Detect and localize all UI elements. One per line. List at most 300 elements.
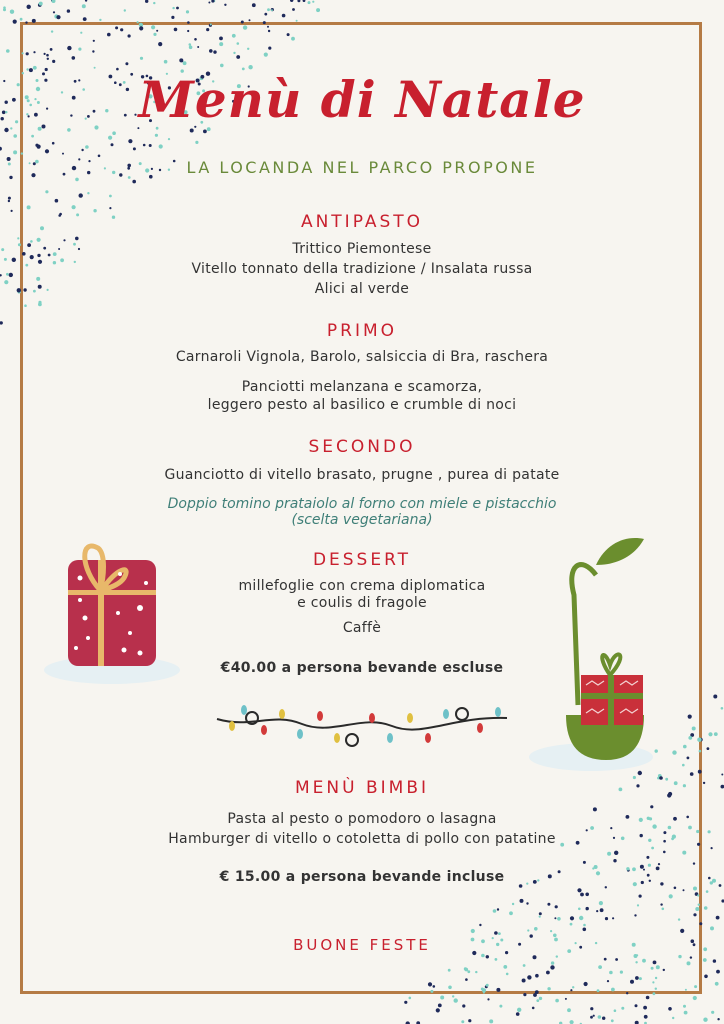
confetti-dot	[32, 19, 36, 23]
confetti-dot	[109, 207, 111, 209]
confetti-dot	[428, 982, 432, 986]
confetti-dot	[611, 1019, 614, 1022]
confetti-dot	[290, 0, 293, 2]
confetti-dot	[85, 145, 89, 149]
confetti-dot	[533, 955, 537, 959]
confetti-dot	[668, 1007, 672, 1011]
confetti-dot	[35, 144, 38, 147]
confetti-dot	[164, 60, 168, 64]
confetti-dot	[565, 998, 567, 1000]
confetti-dot	[264, 13, 267, 16]
confetti-dot	[506, 973, 509, 976]
confetti-dot	[45, 149, 49, 153]
confetti-dot	[536, 999, 539, 1002]
confetti-dot	[448, 986, 452, 990]
confetti-dot	[181, 60, 183, 62]
confetti-dot	[112, 131, 116, 135]
confetti-dot	[703, 1018, 707, 1022]
confetti-dot	[211, 0, 214, 3]
confetti-dot	[296, 20, 298, 22]
confetti-dot	[590, 1016, 593, 1019]
confetti-dot	[580, 893, 584, 897]
confetti-dot	[158, 42, 162, 46]
confetti-dot	[534, 927, 538, 931]
confetti-dot	[50, 48, 53, 51]
confetti-dot	[465, 978, 468, 981]
confetti-dot	[454, 998, 458, 1002]
confetti-dot	[210, 24, 212, 26]
confetti-dot	[241, 21, 244, 24]
confetti-dot	[653, 992, 656, 995]
confetti-dot	[111, 143, 114, 146]
confetti-dot	[72, 56, 76, 60]
confetti-dot	[721, 707, 724, 710]
confetti-dot	[551, 961, 554, 964]
confetti-dot	[462, 1004, 465, 1007]
confetti-dot	[55, 199, 59, 203]
confetti-dot	[605, 917, 608, 920]
confetti-dot	[697, 894, 699, 896]
confetti-dot	[20, 18, 23, 21]
confetti-dot	[436, 1008, 440, 1012]
confetti-dot	[183, 61, 187, 65]
confetti-dot	[539, 916, 541, 918]
primo-item: Panciotti melanzana e scamorza,	[241, 379, 483, 395]
confetti-dot	[694, 985, 697, 988]
section-secondo-heading: SECONDO	[308, 437, 416, 457]
confetti-dot	[648, 864, 651, 867]
confetti-dot	[124, 9, 126, 11]
confetti-dot	[461, 1020, 464, 1023]
confetti-dot	[132, 180, 136, 184]
confetti-dot	[267, 8, 270, 11]
confetti-dot	[715, 982, 719, 986]
confetti-dot	[716, 970, 720, 974]
confetti-dot	[708, 732, 712, 736]
confetti-dot	[271, 9, 273, 11]
confetti-dot	[660, 903, 662, 905]
confetti-dot	[452, 995, 454, 997]
confetti-dot	[599, 901, 603, 905]
confetti-dot	[26, 52, 29, 55]
confetti-dot	[94, 67, 96, 69]
confetti-dot	[203, 130, 207, 134]
section-antipasto-heading: ANTIPASTO	[300, 212, 424, 232]
string-lights-icon	[212, 704, 512, 754]
primo-item: leggero pesto al basilico e crumble di noci	[207, 397, 517, 413]
confetti-dot	[8, 200, 10, 202]
bimbi-item: Hamburger di vitello o cotoletta di pollo con patatine	[168, 831, 556, 847]
confetti-dot	[683, 1005, 686, 1008]
confetti-dot	[693, 913, 696, 916]
confetti-dot	[128, 139, 132, 143]
confetti-dot	[717, 1018, 719, 1020]
confetti-dot	[219, 42, 223, 46]
confetti-dot	[672, 1017, 674, 1019]
confetti-dot	[583, 861, 586, 864]
confetti-dot	[67, 9, 70, 12]
confetti-dot	[487, 998, 489, 1000]
confetti-dot	[8, 197, 11, 200]
confetti-dot	[247, 48, 249, 50]
page-title: Menù di Natale	[138, 70, 586, 129]
confetti-dot	[6, 49, 10, 53]
confetti-dot	[172, 7, 174, 9]
confetti-dot	[695, 907, 699, 911]
confetti-dot	[612, 917, 614, 919]
price-adult: €40.00 a persona bevande escluse	[220, 660, 504, 676]
confetti-dot	[39, 2, 43, 6]
confetti-dot	[535, 974, 539, 978]
confetti-dot	[145, 0, 148, 3]
ladle-gift-icon	[526, 535, 656, 775]
confetti-dot	[621, 1007, 624, 1010]
confetti-dot	[630, 980, 634, 984]
confetti-dot	[13, 150, 17, 154]
confetti-dot	[189, 46, 193, 50]
confetti-dot	[663, 851, 666, 854]
confetti-dot	[82, 4, 86, 8]
confetti-dot	[219, 37, 223, 41]
confetti-dot	[642, 959, 646, 963]
confetti-dot	[714, 732, 718, 736]
section-dessert-heading: DESSERT	[312, 550, 412, 570]
confetti-dot	[128, 34, 131, 37]
confetti-dot	[635, 976, 639, 980]
confetti-dot	[108, 136, 112, 140]
confetti-dot	[67, 46, 71, 50]
confetti-dot	[433, 985, 436, 988]
confetti-dot	[190, 129, 194, 133]
confetti-dot	[197, 46, 199, 48]
confetti-dot	[509, 911, 513, 915]
confetti-dot	[643, 1006, 647, 1010]
confetti-dot	[465, 968, 469, 972]
confetti-dot	[699, 922, 702, 925]
confetti-dot	[572, 986, 574, 988]
confetti-dot	[600, 908, 604, 912]
confetti-dot	[685, 989, 687, 991]
confetti-dot	[615, 958, 618, 961]
confetti-dot	[224, 4, 226, 6]
confetti-dot	[716, 916, 720, 920]
confetti-dot	[87, 192, 89, 194]
confetti-dot	[495, 958, 498, 961]
confetti-dot	[693, 862, 695, 864]
confetti-dot	[602, 1017, 605, 1020]
confetti-dot	[547, 987, 550, 990]
confetti-dot	[51, 30, 53, 32]
confetti-dot	[539, 912, 542, 915]
confetti-dot	[634, 954, 638, 958]
confetti-dot	[13, 134, 17, 138]
confetti-dot	[292, 8, 295, 11]
confetti-dot	[489, 1019, 493, 1023]
confetti-dot	[85, 0, 87, 2]
confetti-dot	[80, 32, 82, 34]
confetti-dot	[133, 147, 136, 150]
confetti-dot	[650, 805, 653, 808]
page-subtitle: LA LOCANDA NEL PARCO PROPONE	[186, 158, 538, 177]
confetti-dot	[189, 43, 192, 46]
confetti-dot	[268, 47, 271, 50]
confetti-dot	[683, 889, 685, 891]
confetti-dot	[620, 971, 623, 974]
confetti-dot	[232, 34, 236, 38]
confetti-dot	[27, 5, 31, 9]
confetti-dot	[698, 770, 702, 774]
confetti-dot	[609, 971, 613, 975]
confetti-dot	[79, 193, 83, 197]
confetti-dot	[21, 152, 23, 154]
confetti-dot	[22, 52, 24, 54]
confetti-dot	[651, 967, 654, 970]
confetti-dot	[711, 1011, 714, 1014]
confetti-dot	[33, 51, 35, 53]
confetti-dot	[693, 996, 697, 1000]
confetti-dot	[75, 178, 79, 182]
confetti-dot	[672, 750, 676, 754]
confetti-dot	[10, 10, 14, 14]
confetti-dot	[483, 991, 485, 993]
confetti-dot	[45, 190, 48, 193]
confetti-dot	[209, 49, 213, 53]
confetti-dot	[143, 144, 146, 147]
confetti-dot	[634, 914, 636, 916]
confetti-dot	[555, 905, 558, 908]
confetti-dot	[475, 971, 477, 973]
confetti-dot	[467, 970, 470, 973]
confetti-dot	[92, 50, 94, 52]
confetti-dot	[109, 195, 112, 198]
confetti-dot	[578, 908, 581, 911]
confetti-dot	[168, 138, 170, 140]
confetti-dot	[713, 695, 717, 699]
confetti-dot	[607, 852, 611, 856]
confetti-dot	[479, 924, 481, 926]
confetti-dot	[52, 142, 55, 145]
confetti-dot	[674, 887, 677, 890]
confetti-dot	[404, 1001, 407, 1004]
confetti-dot	[47, 58, 49, 60]
confetti-dot	[93, 40, 95, 42]
confetti-dot	[438, 1004, 442, 1008]
confetti-dot	[598, 965, 602, 969]
price-kids: € 15.00 a persona bevande incluse	[219, 869, 505, 885]
confetti-dot	[497, 908, 499, 910]
confetti-dot	[593, 1015, 595, 1017]
confetti-dot	[699, 750, 702, 753]
confetti-dot	[614, 851, 618, 855]
confetti-dot	[655, 977, 657, 979]
confetti-dot	[481, 954, 485, 958]
confetti-dot	[713, 959, 716, 962]
confetti-dot	[526, 902, 528, 904]
confetti-dot	[646, 856, 649, 859]
confetti-dot	[637, 904, 639, 906]
confetti-dot	[550, 930, 552, 932]
antipasto-item: Vitello tonnato della tradizione / Insalata russa	[191, 261, 533, 277]
confetti-dot	[547, 903, 550, 906]
confetti-dot	[237, 42, 240, 45]
confetti-dot	[137, 21, 139, 23]
section-bimbi-heading: MENÙ BIMBI	[295, 778, 429, 798]
confetti-dot	[493, 909, 497, 913]
confetti-dot	[523, 993, 526, 996]
confetti-dot	[604, 958, 607, 961]
confetti-dot	[149, 144, 152, 147]
confetti-dot	[291, 37, 295, 41]
confetti-dot	[639, 895, 642, 898]
confetti-dot	[24, 304, 27, 307]
confetti-dot	[697, 738, 701, 742]
confetti-dot	[62, 153, 64, 155]
confetti-dot	[655, 988, 657, 990]
confetti-dot	[38, 301, 41, 304]
confetti-dot	[516, 1012, 520, 1016]
confetti-dot	[243, 25, 247, 29]
confetti-dot	[663, 969, 665, 971]
confetti-dot	[598, 1015, 602, 1019]
confetti-dot	[220, 64, 224, 68]
confetti-dot	[316, 8, 320, 12]
confetti-dot	[99, 19, 101, 21]
dessert-item: Caffè	[342, 620, 382, 636]
confetti-dot	[683, 745, 687, 749]
confetti-dot	[554, 917, 556, 919]
confetti-dot	[159, 144, 163, 148]
confetti-dot	[687, 961, 691, 965]
antipasto-item: Alici al verde	[314, 281, 410, 297]
confetti-dot	[156, 30, 158, 32]
confetti-dot	[151, 25, 155, 29]
confetti-dot	[682, 851, 686, 855]
confetti-dot	[176, 7, 179, 10]
confetti-dot	[125, 62, 128, 65]
confetti-dot	[584, 982, 588, 986]
confetti-dot	[187, 30, 189, 32]
confetti-dot	[44, 53, 46, 55]
confetti-dot	[614, 1009, 617, 1012]
confetti-dot	[72, 205, 76, 209]
confetti-dot	[658, 863, 660, 865]
confetti-dot	[635, 961, 637, 963]
confetti-dot	[678, 918, 680, 920]
confetti-dot	[195, 141, 198, 144]
confetti-dot	[607, 980, 609, 982]
confetti-dot	[503, 965, 507, 969]
confetti-dot	[626, 992, 628, 994]
confetti-dot	[494, 931, 498, 935]
confetti-dot	[652, 981, 654, 983]
confetti-dot	[249, 19, 251, 21]
confetti-dot	[98, 155, 101, 158]
confetti-dot	[682, 764, 685, 767]
confetti-dot	[684, 1011, 688, 1015]
confetti-dot	[586, 907, 589, 910]
confetti-dot	[267, 26, 269, 28]
confetti-dot	[613, 859, 616, 862]
section-primo-heading: PRIMO	[326, 321, 398, 341]
confetti-dot	[268, 30, 270, 32]
confetti-dot	[155, 134, 158, 137]
primo-item: Carnaroli Vignola, Barolo, salsiccia di Bra, raschera	[175, 349, 549, 365]
confetti-dot	[579, 916, 583, 920]
confetti-dot	[303, 0, 306, 2]
confetti-dot	[512, 903, 514, 905]
confetti-dot	[570, 916, 574, 920]
confetti-dot	[52, 0, 56, 3]
confetti-dot	[690, 956, 692, 958]
confetti-dot	[646, 996, 650, 1000]
confetti-dot	[213, 50, 216, 53]
dessert-item: millefoglie con crema diplomatica	[238, 578, 486, 594]
confetti-dot	[704, 975, 708, 979]
dessert-item: e coulis di fragole	[297, 595, 427, 611]
confetti-dot	[236, 55, 240, 59]
confetti-dot	[653, 961, 657, 965]
confetti-dot	[13, 20, 17, 24]
confetti-dot	[25, 21, 27, 23]
antipasto-item: Trittico Piemontese	[292, 241, 432, 257]
confetti-dot	[46, 54, 49, 57]
confetti-dot	[83, 17, 87, 21]
confetti-dot	[153, 2, 155, 4]
confetti-dot	[312, 1, 314, 3]
confetti-dot	[550, 965, 554, 969]
confetti-dot	[498, 932, 501, 935]
confetti-dot	[481, 988, 484, 991]
confetti-dot	[556, 955, 558, 957]
confetti-dot	[409, 997, 412, 1000]
confetti-dot	[583, 928, 587, 932]
confetti-dot	[721, 774, 723, 776]
confetti-dot	[539, 997, 542, 1000]
confetti-dot	[635, 1004, 638, 1007]
confetti-dot	[139, 26, 143, 30]
confetti-dot	[662, 908, 665, 911]
confetti-dot	[532, 1007, 535, 1010]
confetti-dot	[520, 899, 524, 903]
confetti-dot	[692, 727, 696, 731]
confetti-dot	[590, 1007, 593, 1010]
confetti-dot	[206, 28, 209, 31]
confetti-dot	[555, 999, 559, 1003]
confetti-dot	[644, 1015, 648, 1019]
confetti-dot	[430, 990, 433, 993]
confetti-dot	[486, 955, 489, 958]
confetti-dot	[115, 26, 118, 29]
confetti-dot	[669, 894, 673, 898]
confetti-dot	[440, 996, 444, 1000]
confetti-dot	[448, 969, 451, 972]
confetti-dot	[486, 984, 489, 987]
confetti-dot	[53, 11, 55, 13]
confetti-dot	[233, 52, 235, 54]
confetti-dot	[611, 988, 615, 992]
confetti-dot	[710, 926, 714, 930]
secondo-vegetarian: Doppio tomino prataiolo al forno con miele e pistacchio	[167, 496, 557, 512]
confetti-dot	[471, 929, 475, 933]
confetti-dot	[596, 910, 598, 912]
confetti-dot	[698, 904, 700, 906]
secondo-item: Guanciotto di vitello brasato, prugne , purea di patate	[164, 467, 560, 483]
confetti-dot	[597, 989, 600, 992]
confetti-dot	[3, 8, 6, 11]
confetti-dot	[0, 147, 2, 151]
confetti-dot	[703, 958, 707, 962]
bimbi-item: Pasta al pesto o pomodoro o lasagna	[227, 811, 497, 827]
